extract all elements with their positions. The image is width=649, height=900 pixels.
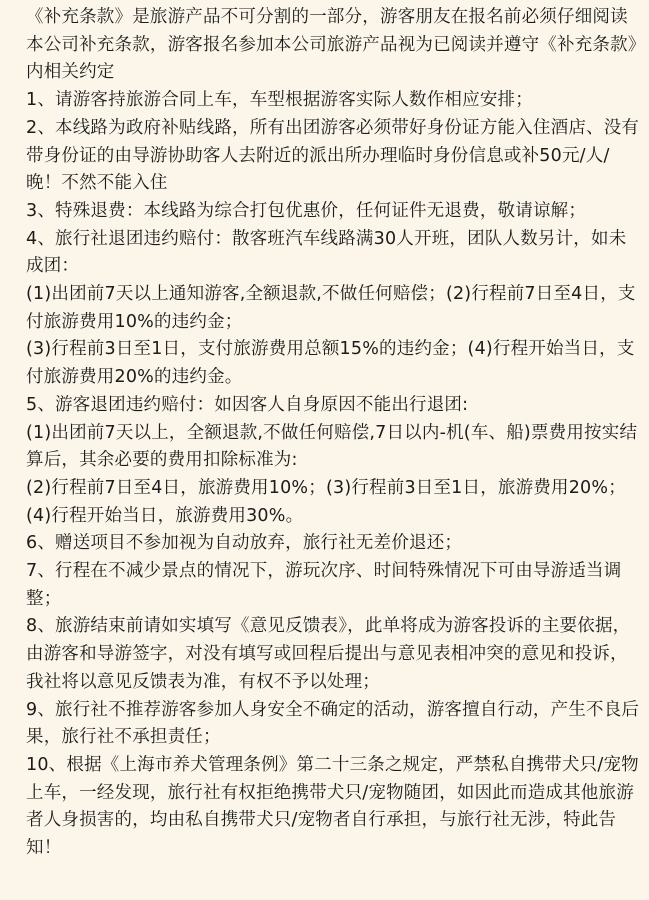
intro-paragraph: 《补充条款》是旅游产品不可分割的一部分，游客朋友在报名前必须仔细阅读本公司补充条款，游客报名参加本公司旅游产品视为已阅读并遵守《补充条款》内相关约定 (26, 7, 637, 83)
clause-3: 3、特殊退费：本线路为综合打包优惠价，任何证件无退费，敬请谅解； (26, 200, 587, 221)
clause-5-item-2-4: (2)行程前7日至4日，旅游费用10%；(3)行程前3日至1日，旅游费用20%；(4)行程开始当日，旅游费用30%。 (26, 477, 626, 526)
clause-10: 10、根据《上海市养犬管理条例》第二十三条之规定，严禁私自携带犬只/宠物上车，一经发现，旅行社有权拒绝携带犬只/宠物随团，如因此而造成其他旅游者人身损害的，均由私自携带犬只/宠物者自行承担，与旅行社无涉，特此告知！ (26, 754, 639, 859)
clause-7: 7、行程在不减少景点的情况下，游玩次序、时间特殊情况下可由导游适当调整； (26, 561, 622, 609)
clause-4: 4、旅行社退团违约赔付：散客班汽车线路满30人开班，团队人数另计，如未成团： (26, 228, 627, 277)
clause-4-item-1-2: (1)出团前7天以上通知游客,全额退款,不做任何赔偿；(2)行程前7日至4日，支付旅游费用10%的违约金； (26, 284, 636, 332)
clause-5-item-1: (1)出团前7天以上，全额退款,不做任何赔偿,7日以内-机(车、船)票费用按实结算后，其余必要的费用扣除标准为: (26, 422, 638, 471)
clause-8: 8、旅游结束前请如实填写《意见反馈表》，此单将成为游客投诉的主要依据，由游客和导游签字，对没有填写或回程后提出与意见表相冲突的意见和投诉，我社将以意见反馈表为准，有权不予以处理； (26, 616, 631, 692)
clause-1: 1、请游客持旅游合同上车，车型根据游客实际人数作相应安排； (26, 90, 533, 111)
clause-4-item-3-4: (3)行程前3日至1日，支付旅游费用总额15%的违约金；(4)行程开始当日，支付旅游费用20%的违约金。 (26, 339, 635, 388)
clause-6: 6、赠送项目不参加视为自动放弃，旅行社无差价退还； (26, 533, 463, 554)
clause-9: 9、旅行社不推荐游客参加人身安全不确定的活动，游客擅自行动，产生不良后果，旅行社不承担责任； (26, 699, 640, 748)
clause-5: 5、游客退团违约赔付：如因客人自身原因不能出行退团: (26, 394, 469, 415)
clause-2: 2、本线路为政府补贴线路，所有出团游客必须带好身份证方能入住酒店、没有带身份证的由导游协助客人去附近的派出所办理临时身份信息或补50元/人/晚！不然不能入住 (26, 117, 640, 194)
